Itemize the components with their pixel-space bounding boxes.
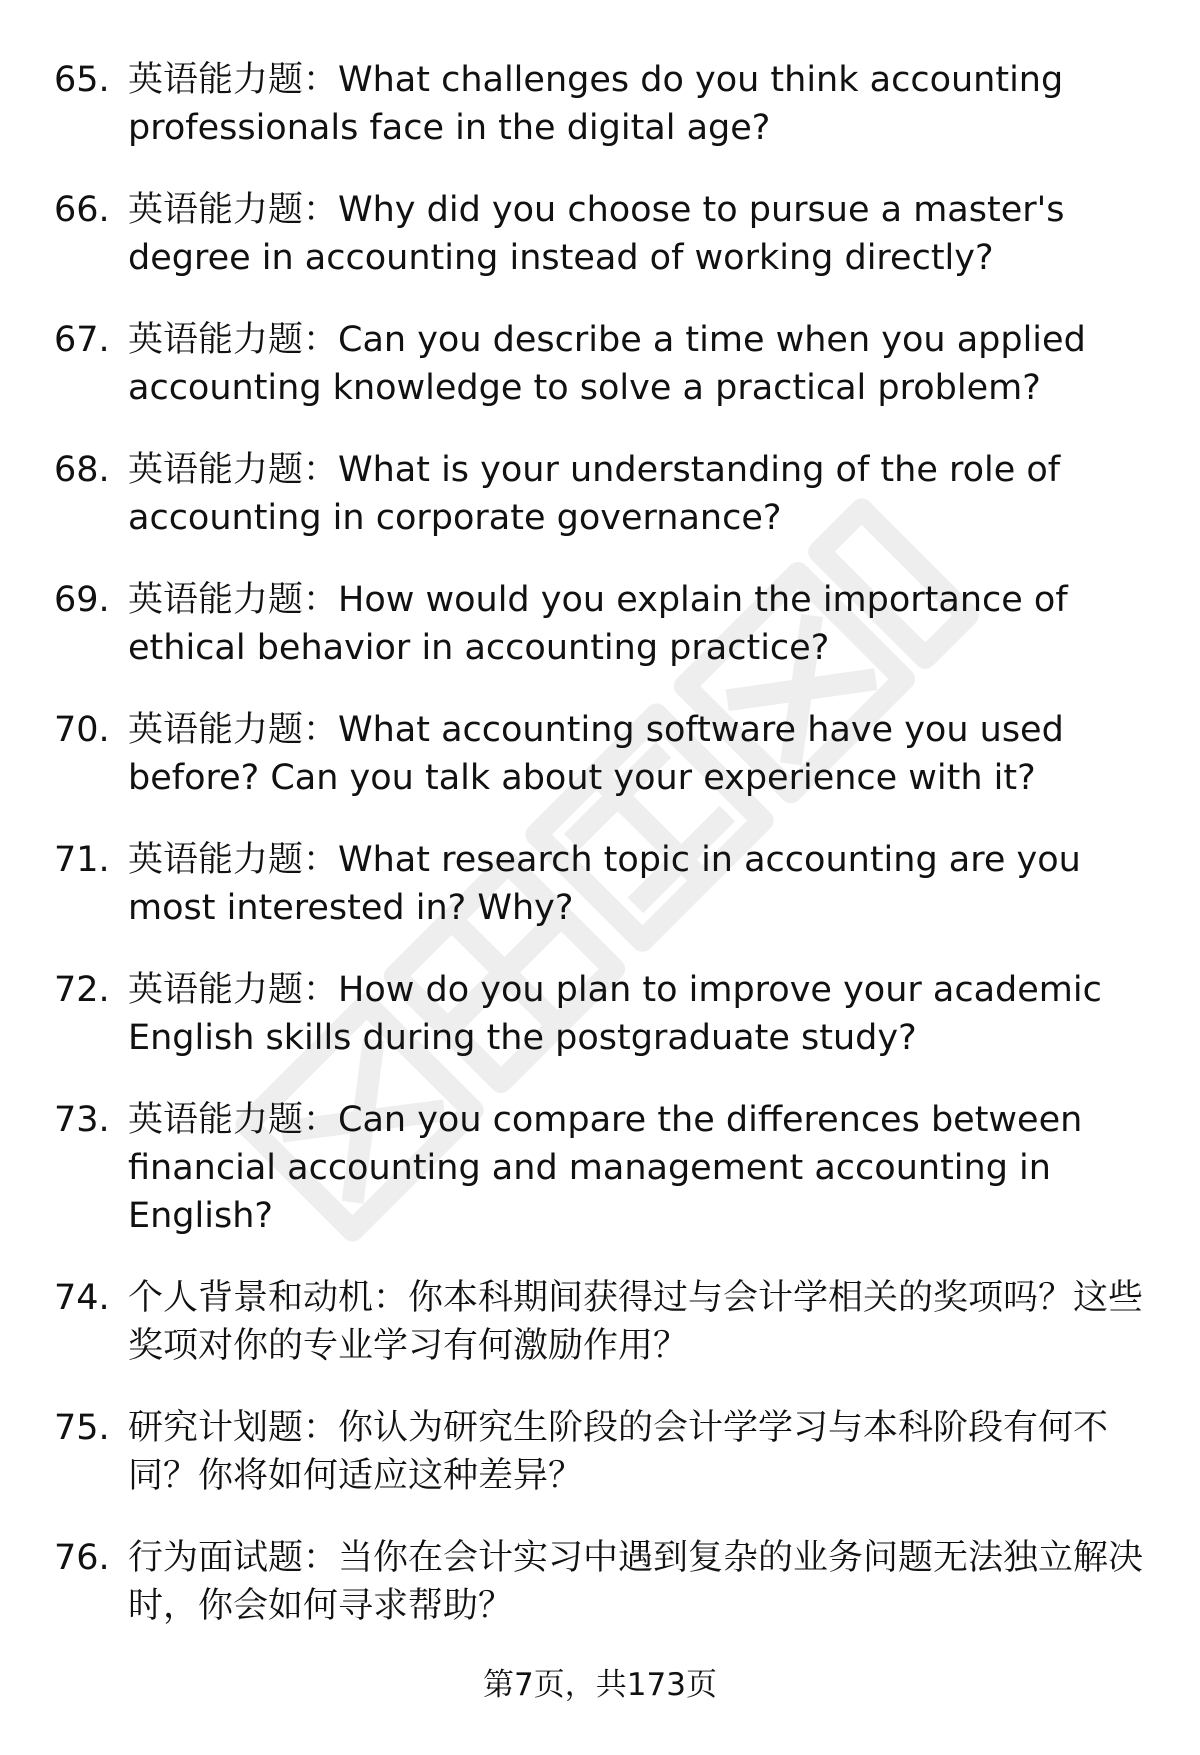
page-footer: 第7页，共173页 [483,1667,717,1703]
question-list [0,56,1200,1664]
question-number: 75. [54,1408,110,1448]
question-number: 68. [54,450,110,490]
question-item [0,446,1200,542]
question-number: 67. [54,320,110,360]
question-text: 英语能力题：What accounting software have you used before? Can you talk about your experience with it? [128,710,1064,798]
question-text: 英语能力题：Can you compare the differences between financial accounting and management accounting in English? [128,1100,1083,1236]
question-number: 72. [54,970,110,1010]
question-item [0,836,1200,932]
question-number: 71. [54,840,110,880]
question-number: 65. [54,60,110,100]
question-text: 英语能力题：What research topic in accounting are you most interested in? Why? [128,840,1081,928]
question-text: 行为面试题：当你在会计实习中遇到复杂的业务问题无法独立解决时，你会如何寻求帮助？ [128,1538,1144,1626]
question-item [0,1096,1200,1240]
question-item [0,576,1200,672]
question-number: 69. [54,580,110,620]
question-item [0,706,1200,802]
question-number: 70. [54,710,110,750]
question-text: 英语能力题：How do you plan to improve your academic English skills during the postgraduate study? [128,970,1102,1058]
question-item [0,316,1200,412]
question-text: 英语能力题：How would you explain the importance of ethical behavior in accounting practice? [128,580,1068,668]
question-item [0,56,1200,152]
question-item [0,1534,1200,1630]
question-item [0,186,1200,282]
question-text: 英语能力题：Why did you choose to pursue a master's degree in accounting instead of working directly? [128,190,1065,278]
question-text: 研究计划题：你认为研究生阶段的会计学学习与本科阶段有何不同？你将如何适应这种差异？ [128,1408,1109,1496]
question-text: 英语能力题：Can you describe a time when you applied accounting knowledge to solve a practical problem? [128,320,1086,408]
question-number: 66. [54,190,110,230]
question-text: 英语能力题：What is your understanding of the role of accounting in corporate governance? [128,450,1061,538]
question-item [0,1274,1200,1370]
question-text: 个人背景和动机：你本科期间获得过与会计学相关的奖项吗？这些奖项对你的专业学习有何激励作用？ [128,1278,1144,1366]
question-number: 76. [54,1538,110,1578]
question-item [0,1404,1200,1500]
question-text: 英语能力题：What challenges do you think accounting professionals face in the digital age? [128,60,1064,148]
question-item [0,966,1200,1062]
question-number: 73. [54,1100,110,1140]
question-number: 74. [54,1278,110,1318]
